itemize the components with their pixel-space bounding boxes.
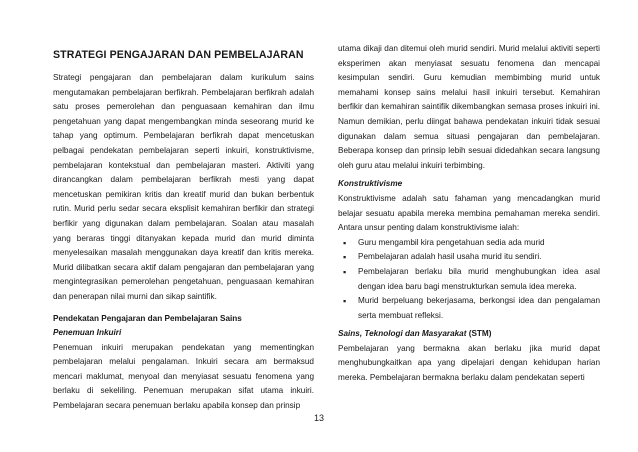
list-item: ▪ Pembelajaran berlaku bila murid menghubungkan idea asal dengan idea baru bagi menstrukturkan semula idea mereka. [338, 265, 600, 294]
page-number: 13 [313, 413, 324, 423]
konstruktivisme-paragraph: Konstruktivisme adalah satu fahaman yang mencadangkan murid belajar sesuatu apabila mereka membina pemahaman mereka sendiri. Antara unsur penting dalam konstruktivisme ialah: [338, 193, 600, 233]
subheading-stm [338, 327, 600, 342]
subheading-konstruktivisme: Konstruktivisme [338, 179, 403, 189]
subheading-stm-abbr: (STM) [466, 329, 492, 339]
intro-paragraph: Strategi pengajaran dan pembelajaran dalam kurikulum sains mengutamakan pembelajaran berfikrah. Pembelajaran berfikrah adalah satu proses pemerolehan dan penguasaan kemahiran dan ilmu pengetahuan yang dapat mengembangkan minda seseorang murid ke tahap yang optimum. Pembelajaran berfikrah dapat mencetuskan pelbagai pendekatan pembelajaran seperti inkuiri, konstruktivisme, pembelajaran kontekstual dan pembelajaran masteri. Aktiviti yang dirancangkan dalam pembelajaran berfikrah mesti yang dapat mencetuskan pemikiran kritis dan kreatif murid dan bukan berbentuk rutin. Murid perlu sedar secara eksplisit kemahiran berfikir dan strategi berfikir yang digunakan dalam pembelajaran. Soalan atau masalah yang beraras tinggi ditanyakan kepada murid dan murid diminta menyelesaikan masalah menggunakan daya kreatif dan kritis mereka. Murid dilibatkan secara aktif dalam pengajaran dan pembelajaran yang mengintegrasikan pemerolehan pengetahuan, penguasaan kemahiran dan penerapan nilai murni dan sikap saintifik. [53, 73, 314, 301]
list-item: ▪ Pembelajaran adalah hasil usaha murid itu sendiri. [338, 250, 600, 265]
section-heading: Pendekatan Pengajaran dan Pembelajaran Sains [53, 313, 242, 323]
subheading-stm-title: Sains, Teknologi dan Masyarakat [338, 329, 467, 339]
subheading-inkuiri: Penemuan Inkuiri [53, 328, 122, 338]
left-column [53, 44, 314, 414]
right-column [338, 42, 600, 386]
inkuiri-paragraph: Penemuan inkuiri merupakan pendekatan yang mementingkan pembelajaran melalui pengalaman. Inkuiri secara am bermaksud mencari maklumat, menyoal dan menyiasat sesuatu fenomena yang berlaku di sekeliling. Penemuan merupakan sifat utama inkuiri. Pembelajaran secara penemuan berlaku apabila konsep dan prinsip [53, 342, 314, 411]
list-item: ▪ Guru mengambil kira pengetahuan sedia ada murid [338, 236, 600, 251]
page-title: STRATEGI PENGAJARAN DAN PEMBELAJARAN [53, 49, 304, 61]
list-item: ▪ Murid berpeluang bekerjasama, berkongsi idea dan pengalaman serta membuat refleksi. [338, 294, 600, 323]
konstruktivisme-list [338, 236, 600, 324]
inkuiri-continued-paragraph: utama dikaji dan ditemui oleh murid sendiri. Murid melalui aktiviti seperti eksperimen akan menyiasat sesuatu fenomena dan mencapai kesimpulan sendiri. Guru kemudian membimbing murid untuk memahami konsep sains melalui hasil inkuiri tersebut. Kemahiran berfikir dan kemahiran saintifik dikembangkan semasa proses inkuiri ini. Namun demikian, perlu diingat bahawa pendekatan inkuiri tidak sesuai digunakan dalam semua situasi pengajaran dan pembelajaran. Beberapa konsep dan prinsip lebih sesuai didedahkan secara langsung oleh guru atau melalui inkuiri terbimbing. [338, 44, 600, 170]
stm-paragraph: Pembelajaran yang bermakna akan berlaku jika murid dapat menghubungkaitkan apa yang dipelajari dengan kehidupan harian mereka. Pembelajaran bermakna berlaku dalam pendekatan seperti [338, 343, 600, 383]
